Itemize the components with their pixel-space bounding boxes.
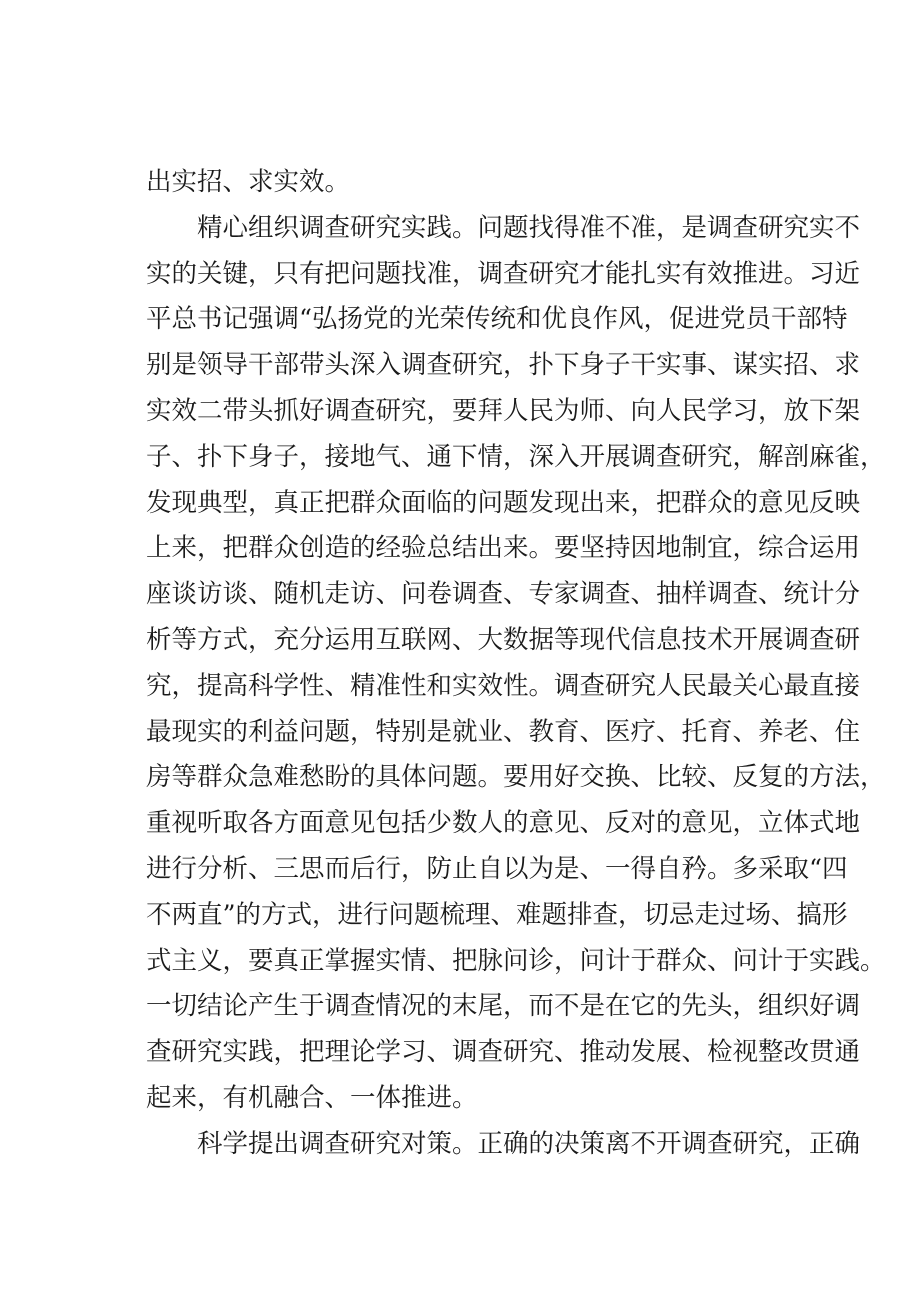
text-line: 起来，有机融合、一体推进。 <box>146 1082 478 1113</box>
text-line: 上来，把群众创造的经验总结出来。要坚持因地制宜，综合运用 <box>146 533 861 564</box>
text-line: 别是领导干部带头深入调查研究，扑下身子干实事、谋实招、求 <box>146 350 861 381</box>
text-line: 平总书记强调“弘扬党的光荣传统和优良作风，促进党员干部特 <box>146 304 848 335</box>
text-line: 重视听取各方面意见包括少数人的意见、反对的意见，立体式地 <box>146 808 861 839</box>
text-line: 房等群众急难愁盼的具体问题。要用好交换、比较、反复的方法， <box>146 762 886 793</box>
text-line: 析等方式，充分运用互联网、大数据等现代信息技术开展调查研 <box>146 624 861 655</box>
text-line: 出实招、求实效。 <box>146 167 351 197</box>
text-line: 最现实的利益问题，特别是就业、教育、医疗、托育、养老、住 <box>146 716 861 747</box>
text-line: 进行分析、三思而后行，防止自以为是、一得自矜。多采取“四 <box>146 853 848 884</box>
text-line: 座谈访谈、随机走访、问卷调查、专家调查、抽样调查、统计分 <box>146 579 861 610</box>
document-body <box>146 160 886 1168</box>
text-line: 发现典型，真正把群众面临的问题发现出来，把群众的意见反映 <box>146 487 861 518</box>
text-line: 式主义，要真正掌握实情、把脉问诊，问计于群众、问计于实践。 <box>146 945 886 976</box>
text-line: 不两直”的方式，进行问题梳理、难题排查，切忌走过场、搞形 <box>146 899 848 930</box>
text-line: 科学提出调查研究对策。正确的决策离不开调查研究，正确 <box>197 1128 861 1159</box>
text-line: 实的关键，只有把问题找准，调查研究才能扎实有效推进。习近 <box>146 258 861 289</box>
text-line: 精心组织调查研究实践。问题找得准不准，是调查研究实不 <box>197 212 861 243</box>
text-line: 究，提高科学性、精准性和实效性。调查研究人民最关心最直接 <box>146 670 861 701</box>
text-line: 查研究实践，把理论学习、调查研究、推动发展、检视整改贯通 <box>146 1037 861 1068</box>
text-line: 子、扑下身子，接地气、通下情，深入开展调查研究，解剖麻雀， <box>146 441 886 472</box>
text-line: 一切结论产生于调查情况的末尾，而不是在它的先头，组织好调 <box>146 991 861 1022</box>
text-line: 实效二带头抓好调查研究，要拜人民为师、向人民学习，放下架 <box>146 395 861 426</box>
